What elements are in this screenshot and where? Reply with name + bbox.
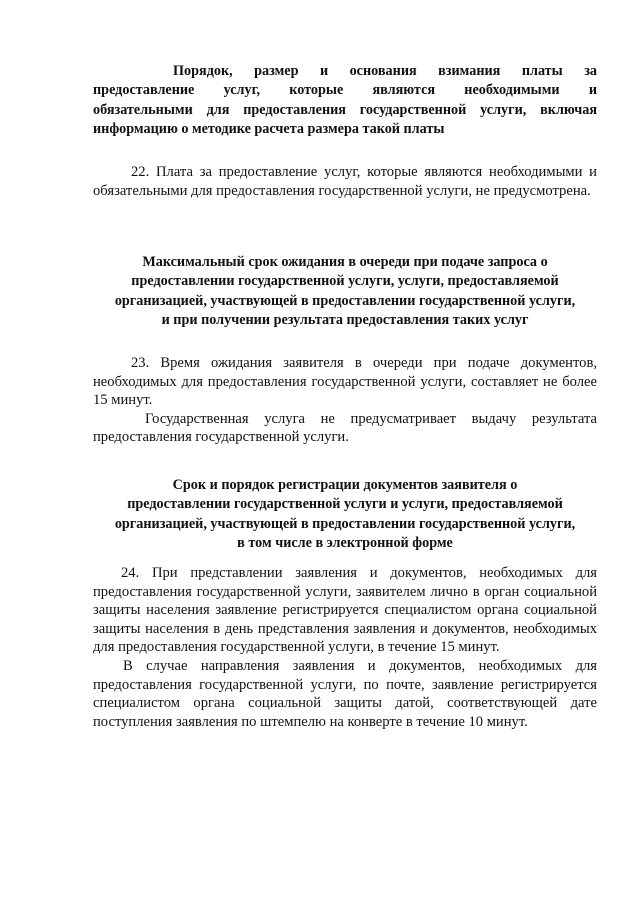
heading-line: обязательными для предоставления государственной услуги, включая [93,101,597,118]
section-heading-payment [93,62,597,140]
heading-line: организацией, участвующей в предоставлении государственной услуги, [114,292,576,309]
heading-line: Максимальный срок ожидания в очереди при подаче запроса о [142,254,548,270]
heading-line: и при получении результата предоставления таких услуг [161,312,529,329]
heading-line: Срок и порядок регистрации документов заявителя о [172,477,518,493]
section-heading-queue [93,253,597,331]
paragraph-22: 22. Плата за предоставление услуг, которые являются необходимыми и обязательными для предоставления государственной услуги, не предусмотрена. [93,164,597,199]
heading-line: предоставление услуг, которые являются необходимыми и [93,82,597,99]
paragraph-24-block [93,564,597,731]
paragraph-22-block [93,163,597,200]
heading-line: предоставлении государственной услуги и услуги, предоставляемой [127,496,563,513]
heading-line: Порядок, размер и основания взимания платы за [173,63,597,79]
heading-line: информацию о методике расчета размера такой платы [93,121,445,138]
paragraph-23-block [93,354,597,447]
paragraph-24-note: В случае направления заявления и документов, необходимых для предоставления государственной услуги, по почте, заявление регистрируется специалистом органа социальной защиты датой, соответствующей дате поступления заявления по штемпелю на конверте в течение 10 минут. [93,657,597,730]
heading-line: в том числе в электронной форме [237,535,453,552]
heading-line: организацией, участвующей в предоставлении государственной услуги, [114,515,576,532]
paragraph-24: 24. При представлении заявления и документов, необходимых для предоставления государственной услуги, заявителем лично в орган социальной защиты населения заявление регистрируется специалистом органа социальной защиты населения в день представления заявления и документов, необходимых для предоставления государственной услуги, в течение 15 минут. [93,565,597,656]
paragraph-23: 23. Время ожидания заявителя в очереди при подаче документов, необходимых для предоставления государственной услуги, составляет не более 15 минут. [93,355,597,409]
paragraph-23-note: Государственная услуга не предусматривает выдачу результата предоставления государственной услуги. [93,410,597,446]
section-heading-registration [93,476,597,554]
heading-line: предоставлении государственной услуги, услуги, предоставляемой [131,273,559,290]
